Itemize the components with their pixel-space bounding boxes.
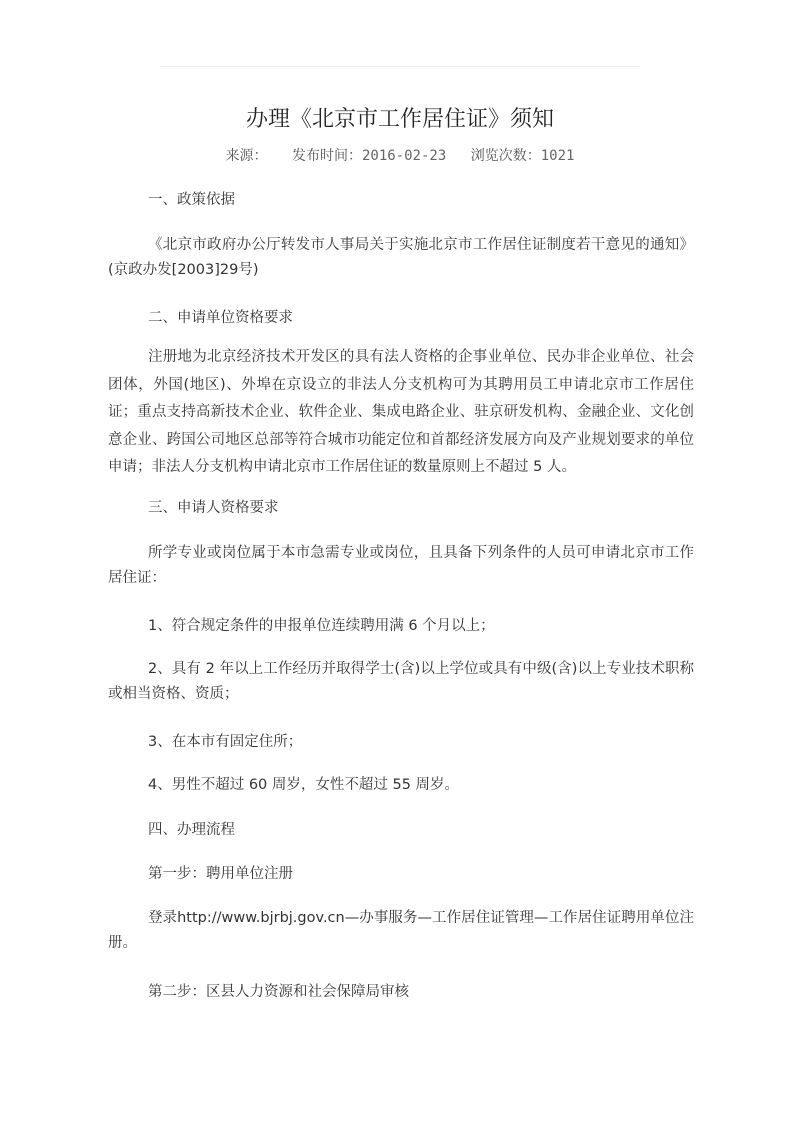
list-item: 4、男性不超过 60 周岁，女性不超过 55 周岁。 [148,777,460,793]
page-title: 办理《北京市工作居住证》须知 [245,107,554,132]
top-divider [160,66,640,67]
step-heading: 第一步：聘用单位注册 [148,866,293,882]
step-heading: 第二步：区县人力资源和社会保障局审核 [148,984,409,1000]
view-count: 浏览次数：1021 [470,148,575,164]
article-meta [0,145,800,165]
paragraph: 登录http://www.bjrbj.gov.cn—办事服务—工作居住证管理—工作居住证聘用单位注册。 [108,910,694,951]
list-item: 1、符合规定条件的申报单位连续聘用满 6 个月以上； [148,618,495,634]
list-item: 2、具有 2 年以上工作经历并取得学士(含)以上学位或具有中级(含)以上专业技术职称或相当资格、资质； [108,661,694,702]
section-heading: 一、政策依据 [148,192,235,208]
source-label: 来源： [225,148,268,164]
section-heading: 二、申请单位资格要求 [148,310,293,326]
section-heading: 四、办理流程 [148,822,235,838]
paragraph: 《北京市政府办公厅转发市人事局关于实施北京市工作居住证制度若干意见的通知》(京政办发[2003]29号) [108,237,694,278]
section-heading: 三、申请人资格要求 [148,500,279,516]
paragraph: 注册地为北京经济技术开发区的具有法人资格的企事业单位、民办非企业单位、社会团体，外国(地区)、外埠在京设立的非法人分支机构可为其聘用员工申请北京市工作居住证；重点支持高新技术企业、软件企业、集成电路企业、驻京研发机构、金融企业、文化创意企业、跨国公司地区总部等符合城市功能定位和首都经济发展方向及产业规划要求的单位申请；非法人分支机构申请北京市工作居住证的数量原则上不超过 5 人。 [108,349,694,475]
paragraph: 所学专业或岗位属于本市急需专业或岗位，且具备下列条件的人员可申请北京市工作居住证： [108,545,694,586]
list-item: 3、在本市有固定住所； [148,734,303,750]
publish-date: 发布时间：2016-02-23 [291,148,447,164]
